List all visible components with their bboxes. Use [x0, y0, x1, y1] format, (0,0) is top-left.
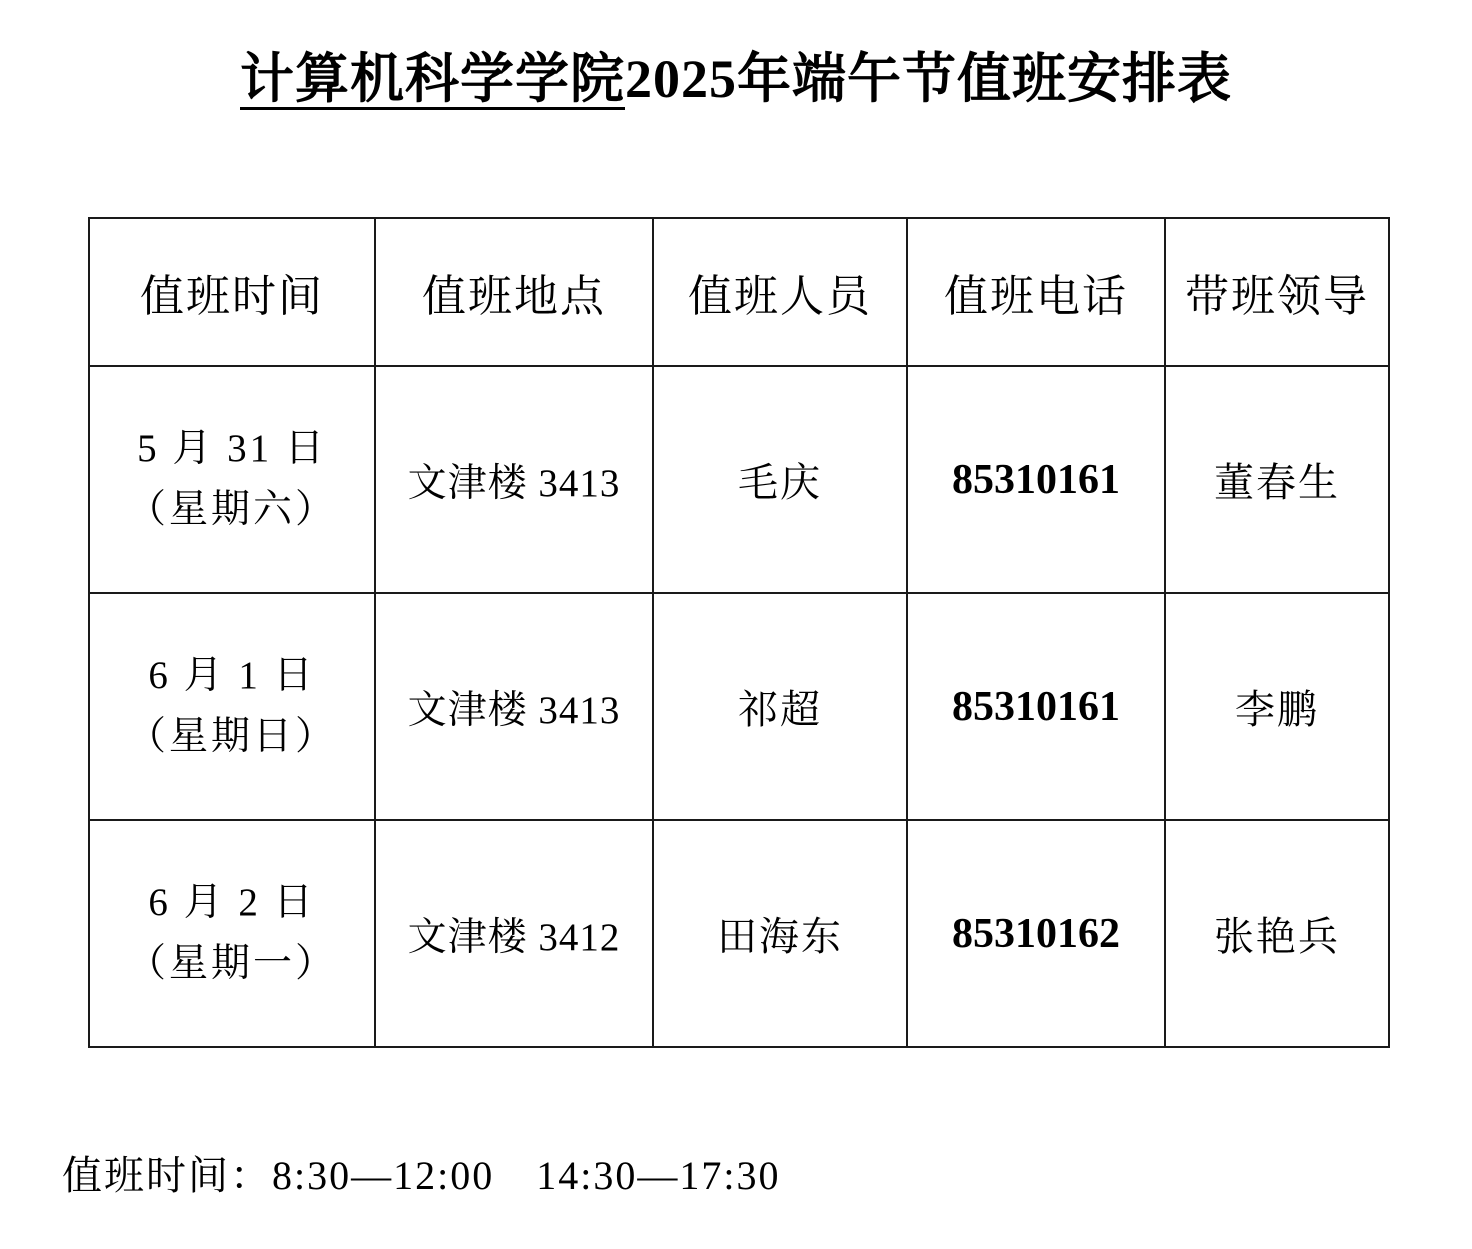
- header-cell-duty-person: 值班人员: [653, 218, 907, 366]
- cell-duty-leader: 李鹏: [1165, 593, 1389, 820]
- duty-weekday-line: （星期六）: [126, 487, 337, 531]
- table-header-row: [89, 218, 1389, 366]
- duty-weekday-line: （星期一）: [126, 941, 337, 985]
- duty-schedule-table: [88, 217, 1390, 1048]
- cell-duty-person: 祁超: [653, 593, 907, 820]
- cell-duty-place: 文津楼 3413: [375, 593, 653, 820]
- cell-duty-place: 文津楼 3412: [375, 820, 653, 1047]
- table-row: [89, 593, 1389, 820]
- duty-hours-note: 值班时间：8:30—12:00 14:30—17:30: [62, 1153, 781, 1198]
- cell-duty-time: [89, 366, 375, 593]
- cell-duty-time: [89, 593, 375, 820]
- cell-duty-phone: 85310161: [907, 593, 1165, 820]
- duty-date-line: 5 月 31 日: [137, 427, 327, 471]
- header-cell-duty-phone: 值班电话: [907, 218, 1165, 366]
- cell-duty-time: [89, 820, 375, 1047]
- page-title: [0, 0, 1472, 113]
- cell-duty-place: 文津楼 3413: [375, 366, 653, 593]
- table-row: [89, 820, 1389, 1047]
- cell-duty-person: 田海东: [653, 820, 907, 1047]
- cell-duty-phone: 85310162: [907, 820, 1165, 1047]
- cell-duty-person: 毛庆: [653, 366, 907, 593]
- duty-date-line: 6 月 2 日: [148, 881, 316, 925]
- duty-date-line: 6 月 1 日: [148, 654, 316, 698]
- page-title-department: 计算机科学学院: [240, 49, 625, 109]
- header-cell-duty-place: 值班地点: [375, 218, 653, 366]
- header-cell-duty-leader: 带班领导: [1165, 218, 1389, 366]
- duty-weekday-line: （星期日）: [126, 714, 337, 758]
- cell-duty-phone: 85310161: [907, 366, 1165, 593]
- table-row: [89, 366, 1389, 593]
- cell-duty-leader: 董春生: [1165, 366, 1389, 593]
- page-title-rest: 2025年端午节值班安排表: [625, 49, 1232, 109]
- duty-table-container: [86, 113, 1386, 1048]
- header-cell-duty-time: 值班时间: [89, 218, 375, 366]
- cell-duty-leader: 张艳兵: [1165, 820, 1389, 1047]
